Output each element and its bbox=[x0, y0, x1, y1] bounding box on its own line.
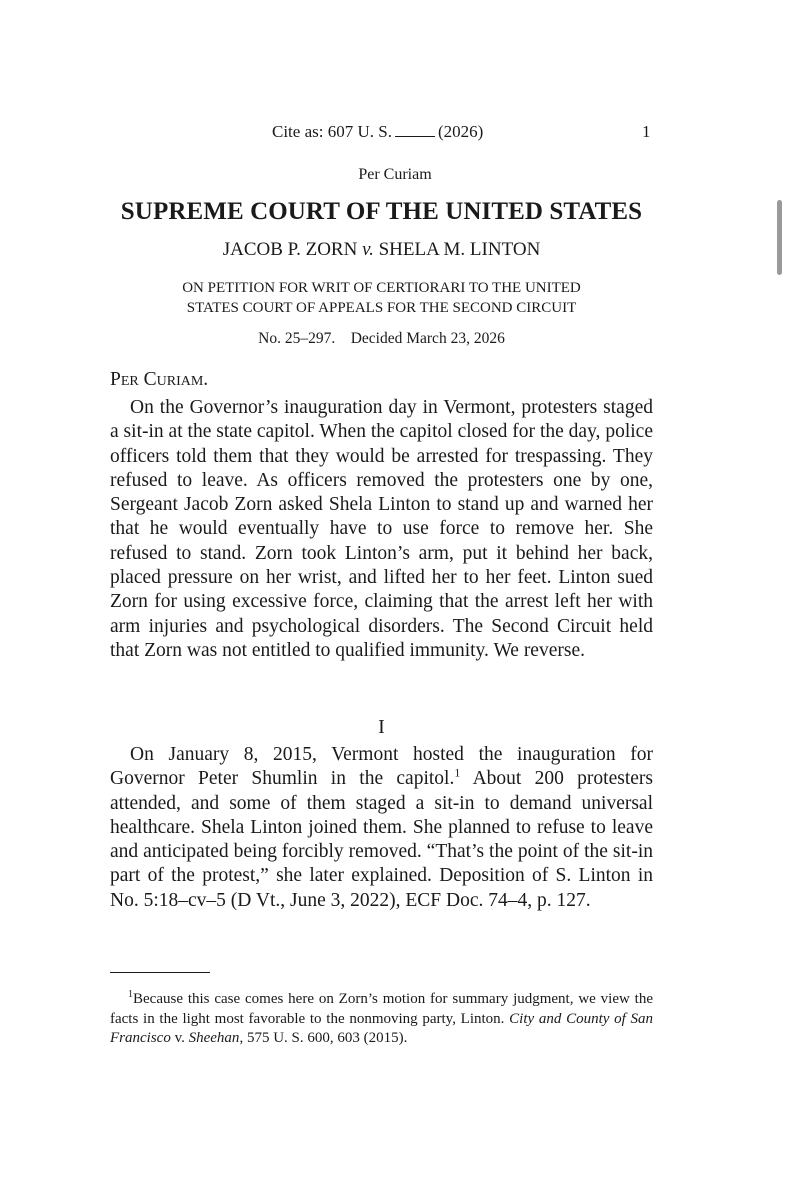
citation bbox=[272, 122, 483, 142]
cite-page-blank bbox=[395, 123, 435, 137]
footnote-divider bbox=[110, 972, 210, 973]
per-curiam-header: Per Curiam bbox=[358, 166, 432, 183]
writ-description bbox=[0, 278, 763, 318]
opinion-paragraph-1: On the Governor’s inauguration day in Vermont, protesters staged a sit-in at the state capitol. When the capitol closed for the day, police officers told them that they would be arrested for trespassing. They refused to leave. As officers removed the protesters one by one, Sergeant Jacob Zorn asked Shela Linton to stand up and warned her that he would eventually have to use force to remove her. She refused to stand. Zorn took Linton’s arm, put it behind her back, placed pressure on her wrist, and lifted her to her feet. Linton sued Zorn for using excessive force, claiming that the arrest left her with arm injuries and psychological disorders. The Second Circuit held that Zorn was not entitled to qualified immunity. We reverse. bbox=[110, 397, 653, 661]
cite-year: (2026) bbox=[437, 122, 484, 141]
opinion-paragraph-2 bbox=[110, 743, 653, 913]
scrollbar-thumb[interactable] bbox=[777, 200, 782, 275]
footnote-text-a: Because this case comes here on Zorn’s motion for summary judgment, we view the facts in the light most favorable to the nonmoving party, Linton. bbox=[110, 991, 653, 1027]
footnote-case-name-2: Sheehan bbox=[188, 1030, 240, 1046]
footnote-1 bbox=[110, 985, 653, 1049]
page-number: 1 bbox=[642, 122, 651, 141]
respondent-name: SHELA M. LINTON bbox=[378, 239, 541, 260]
writ-line-1: ON PETITION FOR WRIT OF CERTIORARI TO THE UNITED bbox=[182, 280, 581, 296]
court-title: SUPREME COURT OF THE UNITED STATES bbox=[120, 198, 643, 225]
cite-prefix: Cite as: 607 U. S. bbox=[272, 122, 392, 141]
paragraph-2-text-b: About 200 protesters attended, and some of them staged a sit-in to demand universal healthcare. Shela Linton joined them. She planned to refuse to leave and anticipated being forcibly removed. “That’s the point of the sit-in part of the protest,” she later explained. Deposition of S. Linton in No. 5:18–cv–5 (D Vt., June 3, 2022), ECF Doc. 74–4, p. 127. bbox=[110, 768, 653, 911]
section-heading: I bbox=[378, 716, 385, 738]
footnote-reference[interactable]: 1 bbox=[454, 765, 461, 780]
docket-line: No. 25–297. Decided March 23, 2026 bbox=[258, 330, 505, 347]
petitioner-name: JACOB P. ZORN bbox=[222, 239, 358, 260]
footnote-case-name-1: City and County of San Francisco bbox=[110, 1010, 653, 1046]
footnote-versus: v. bbox=[170, 1030, 189, 1046]
case-parties bbox=[0, 239, 763, 261]
opinion-label: Per Curiam. bbox=[110, 369, 209, 390]
writ-line-2: STATES COURT OF APPEALS FOR THE SECOND CIRCUIT bbox=[186, 300, 577, 316]
paragraph-2-text-a: On January 8, 2015, Vermont hosted the inauguration for Governor Peter Shumlin in the capitol. bbox=[110, 744, 653, 790]
versus: v. bbox=[362, 239, 374, 260]
footnote-marker: 1 bbox=[128, 989, 133, 1000]
footnote-text-b: , 575 U. S. 600, 603 (2015). bbox=[239, 1030, 408, 1046]
